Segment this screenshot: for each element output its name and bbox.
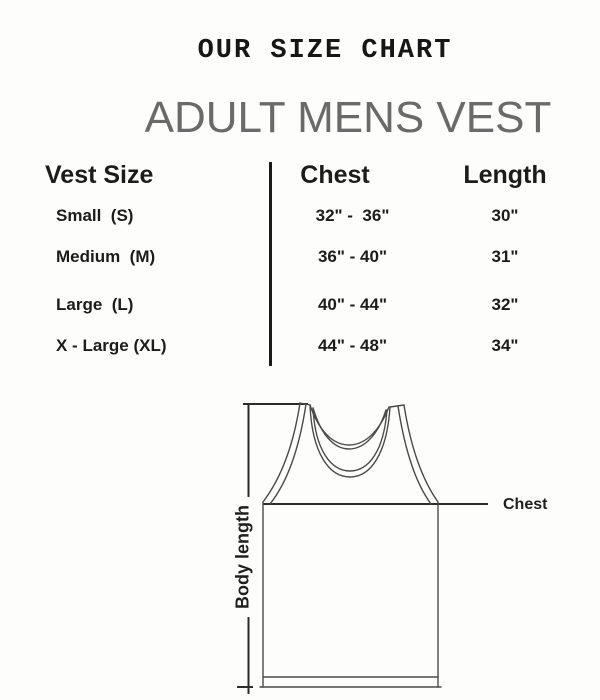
right-strap-top [390, 405, 404, 407]
dimension-lines [237, 404, 488, 694]
page-title: OUR SIZE CHART [197, 36, 453, 66]
body-length-label: Body length [233, 497, 254, 617]
cell-chest-medium: 36" - 40" [317, 247, 388, 266]
cell-size-xlarge: X - Large (XL) [56, 336, 167, 355]
right-armhole-inner [398, 406, 431, 504]
column-header-length: Length [463, 161, 547, 189]
back-neckline-outer [310, 405, 389, 445]
cell-chest-xlarge: 44" - 48" [317, 336, 388, 355]
cell-length-large: 32" [491, 295, 519, 314]
chest-label: Chest [503, 496, 548, 513]
cell-size-medium: Medium (M) [56, 247, 156, 266]
cell-length-medium: 31" [491, 247, 519, 266]
cell-length-xlarge: 34" [491, 336, 519, 355]
cell-size-large: Large (L) [56, 295, 134, 314]
cell-length-small: 30" [491, 206, 519, 225]
column-header-vest-size: Vest Size [45, 161, 154, 189]
back-neckline-inner [313, 408, 386, 449]
cell-chest-small: 32" - 36" [315, 206, 390, 225]
page-subtitle: ADULT MENS VEST [144, 93, 552, 142]
vest-outline [260, 403, 441, 687]
column-header-chest: Chest [300, 161, 370, 189]
front-neckline-outer [310, 405, 390, 477]
cell-chest-large: 40" - 44" [317, 295, 388, 314]
cell-size-small: Small (S) [56, 206, 134, 225]
